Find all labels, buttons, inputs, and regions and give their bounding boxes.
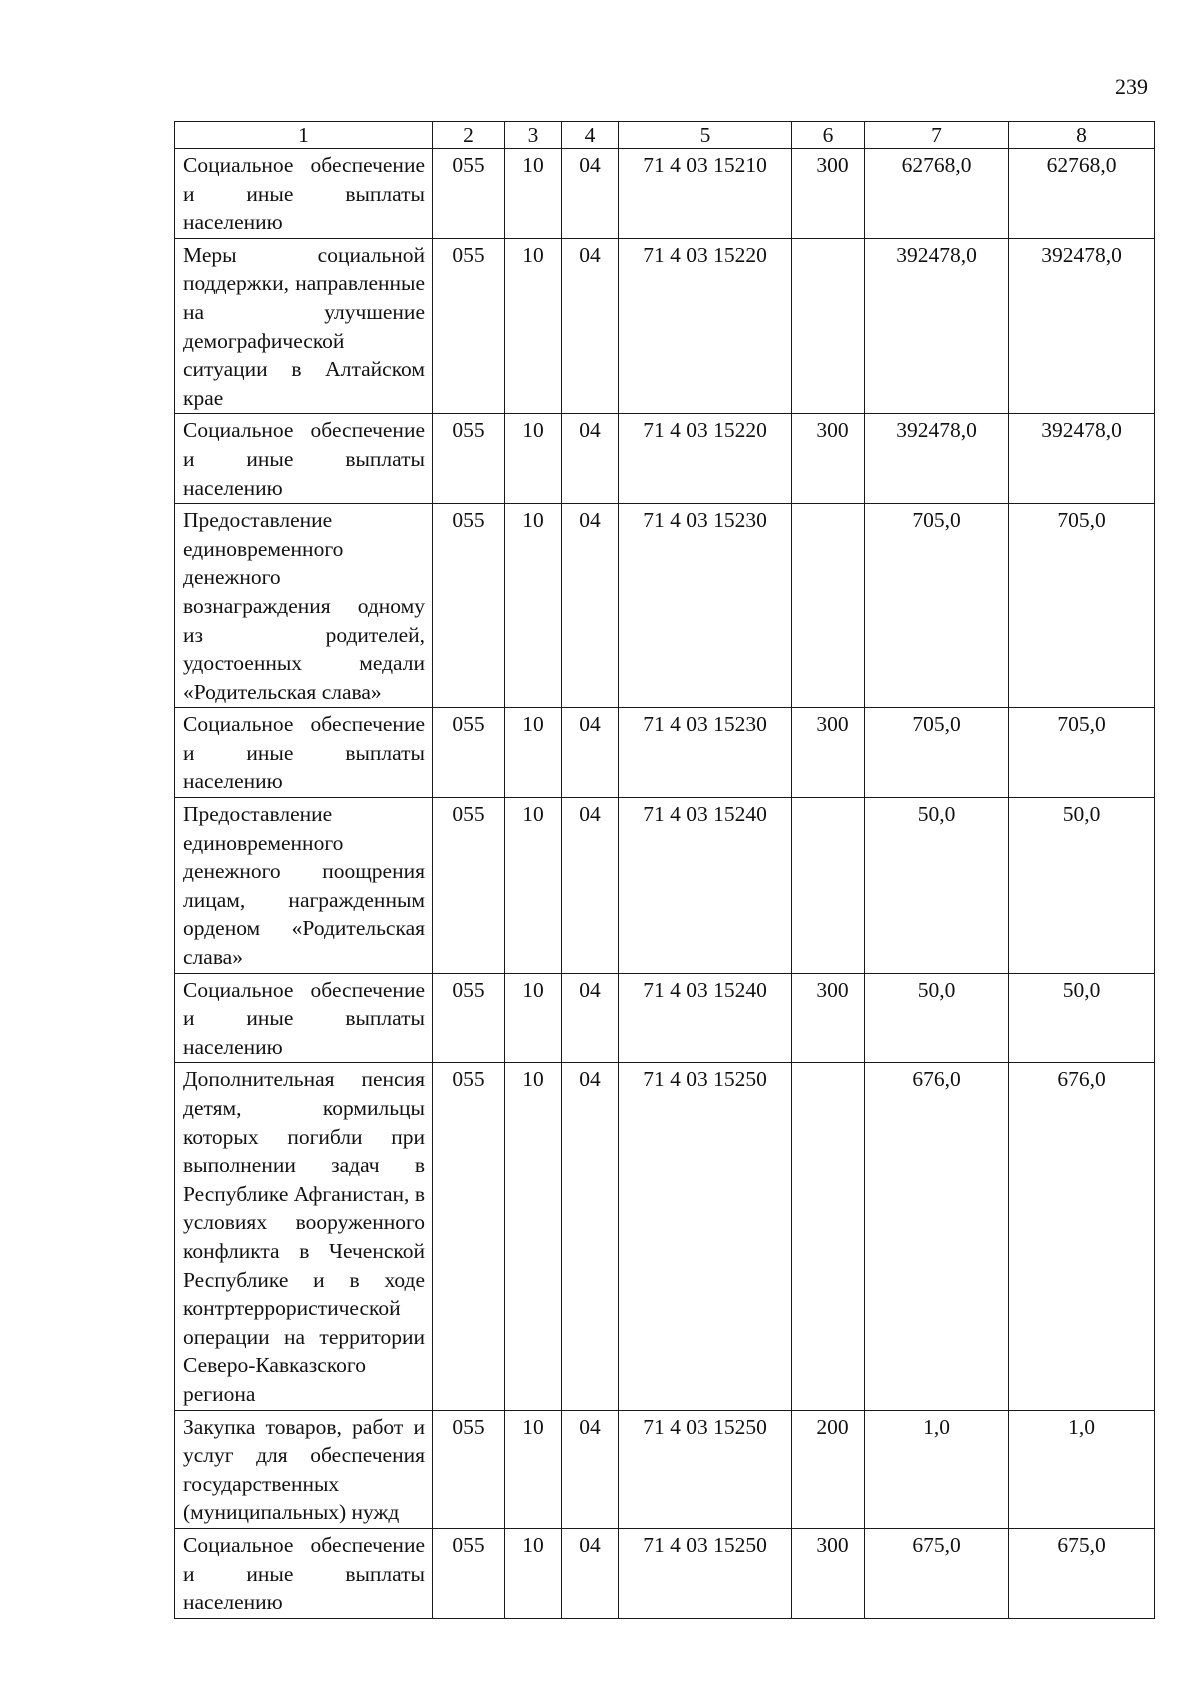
column-header: 1	[175, 122, 433, 149]
column-header: 4	[562, 122, 619, 149]
ministry-code-cell: 055	[433, 973, 505, 1063]
expense-type-cell	[792, 238, 865, 414]
target-article-cell: 71 4 03 15230	[619, 504, 792, 708]
section-cell: 10	[505, 238, 562, 414]
subsection-cell: 04	[562, 1063, 619, 1410]
ministry-code-cell: 055	[433, 708, 505, 798]
page-number: 239	[1115, 74, 1148, 99]
expense-name-cell: Дополнительная пенсия детям, кормильцы которых погибли при выполнении задач в Республике Афганистан, в условиях вооруженного конфликта в Чеченской Республике и в ходе контртеррористической операции на территории Северо-Кавказского региона	[175, 1063, 433, 1410]
expense-name-cell: Социальное обеспечение и иные выплаты населению	[175, 708, 433, 798]
section-cell: 10	[505, 414, 562, 504]
amount-cell: 392478,0	[1009, 238, 1155, 414]
section-cell: 10	[505, 708, 562, 798]
amount-cell: 676,0	[1009, 1063, 1155, 1410]
expense-name-cell: Предоставление единовременного денежного поощрения лицам, награжденным орденом «Родительская слава»	[175, 798, 433, 974]
amount-cell: 675,0	[1009, 1528, 1155, 1618]
table-row	[175, 708, 1155, 798]
expense-name-cell: Социальное обеспечение и иные выплаты населению	[175, 973, 433, 1063]
subsection-cell: 04	[562, 238, 619, 414]
ministry-code-cell: 055	[433, 504, 505, 708]
amount-cell: 676,0	[865, 1063, 1009, 1410]
section-cell: 10	[505, 504, 562, 708]
expense-name-cell: Социальное обеспечение и иные выплаты населению	[175, 414, 433, 504]
expense-name-cell: Социальное обеспечение и иные выплаты населению	[175, 149, 433, 239]
expense-type-cell	[792, 1063, 865, 1410]
table-row	[175, 1063, 1155, 1410]
column-header: 5	[619, 122, 792, 149]
target-article-cell: 71 4 03 15240	[619, 798, 792, 974]
section-cell: 10	[505, 1063, 562, 1410]
expense-type-cell: 300	[792, 149, 865, 239]
expense-name-cell: Меры социальной поддержки, направленные на улучшение демографической ситуации в Алтайском крае	[175, 238, 433, 414]
section-cell: 10	[505, 149, 562, 239]
table-row	[175, 1528, 1155, 1618]
subsection-cell: 04	[562, 149, 619, 239]
table-row	[175, 504, 1155, 708]
table-row	[175, 414, 1155, 504]
ministry-code-cell: 055	[433, 414, 505, 504]
column-header: 8	[1009, 122, 1155, 149]
ministry-code-cell: 055	[433, 1063, 505, 1410]
subsection-cell: 04	[562, 1410, 619, 1528]
expense-type-cell: 300	[792, 1528, 865, 1618]
section-cell: 10	[505, 1528, 562, 1618]
expense-name-cell: Предоставление единовременного денежного вознаграждения одному из родителей, удостоенных медали «Родительская слава»	[175, 504, 433, 708]
amount-cell: 705,0	[1009, 708, 1155, 798]
target-article-cell: 71 4 03 15250	[619, 1063, 792, 1410]
budget-table	[174, 121, 1155, 1619]
target-article-cell: 71 4 03 15250	[619, 1528, 792, 1618]
target-article-cell: 71 4 03 15230	[619, 708, 792, 798]
subsection-cell: 04	[562, 708, 619, 798]
expense-type-cell	[792, 504, 865, 708]
column-header: 3	[505, 122, 562, 149]
table-row	[175, 973, 1155, 1063]
expense-name-cell: Закупка товаров, работ и услуг для обеспечения государственных (муниципальных) нужд	[175, 1410, 433, 1528]
section-cell: 10	[505, 1410, 562, 1528]
ministry-code-cell: 055	[433, 238, 505, 414]
amount-cell: 392478,0	[1009, 414, 1155, 504]
ministry-code-cell: 055	[433, 798, 505, 974]
subsection-cell: 04	[562, 414, 619, 504]
section-cell: 10	[505, 973, 562, 1063]
amount-cell: 1,0	[865, 1410, 1009, 1528]
table-row	[175, 149, 1155, 239]
expense-type-cell: 300	[792, 973, 865, 1063]
amount-cell: 62768,0	[865, 149, 1009, 239]
expense-type-cell: 200	[792, 1410, 865, 1528]
expense-type-cell: 300	[792, 708, 865, 798]
amount-cell: 50,0	[865, 973, 1009, 1063]
amount-cell: 705,0	[865, 504, 1009, 708]
amount-cell: 1,0	[1009, 1410, 1155, 1528]
amount-cell: 392478,0	[865, 414, 1009, 504]
expense-name-cell: Социальное обеспечение и иные выплаты населению	[175, 1528, 433, 1618]
amount-cell: 705,0	[1009, 504, 1155, 708]
ministry-code-cell: 055	[433, 1528, 505, 1618]
table-header-row	[175, 122, 1155, 149]
subsection-cell: 04	[562, 798, 619, 974]
expense-type-cell: 300	[792, 414, 865, 504]
amount-cell: 705,0	[865, 708, 1009, 798]
target-article-cell: 71 4 03 15210	[619, 149, 792, 239]
subsection-cell: 04	[562, 973, 619, 1063]
amount-cell: 675,0	[865, 1528, 1009, 1618]
column-header: 7	[865, 122, 1009, 149]
table-row	[175, 1410, 1155, 1528]
expense-type-cell	[792, 798, 865, 974]
amount-cell: 62768,0	[1009, 149, 1155, 239]
target-article-cell: 71 4 03 15240	[619, 973, 792, 1063]
column-header: 2	[433, 122, 505, 149]
ministry-code-cell: 055	[433, 1410, 505, 1528]
target-article-cell: 71 4 03 15250	[619, 1410, 792, 1528]
amount-cell: 392478,0	[865, 238, 1009, 414]
table-row	[175, 798, 1155, 974]
table-body	[175, 149, 1155, 1619]
section-cell: 10	[505, 798, 562, 974]
subsection-cell: 04	[562, 1528, 619, 1618]
amount-cell: 50,0	[865, 798, 1009, 974]
table-row	[175, 238, 1155, 414]
amount-cell: 50,0	[1009, 973, 1155, 1063]
target-article-cell: 71 4 03 15220	[619, 238, 792, 414]
amount-cell: 50,0	[1009, 798, 1155, 974]
column-header: 6	[792, 122, 865, 149]
subsection-cell: 04	[562, 504, 619, 708]
target-article-cell: 71 4 03 15220	[619, 414, 792, 504]
ministry-code-cell: 055	[433, 149, 505, 239]
